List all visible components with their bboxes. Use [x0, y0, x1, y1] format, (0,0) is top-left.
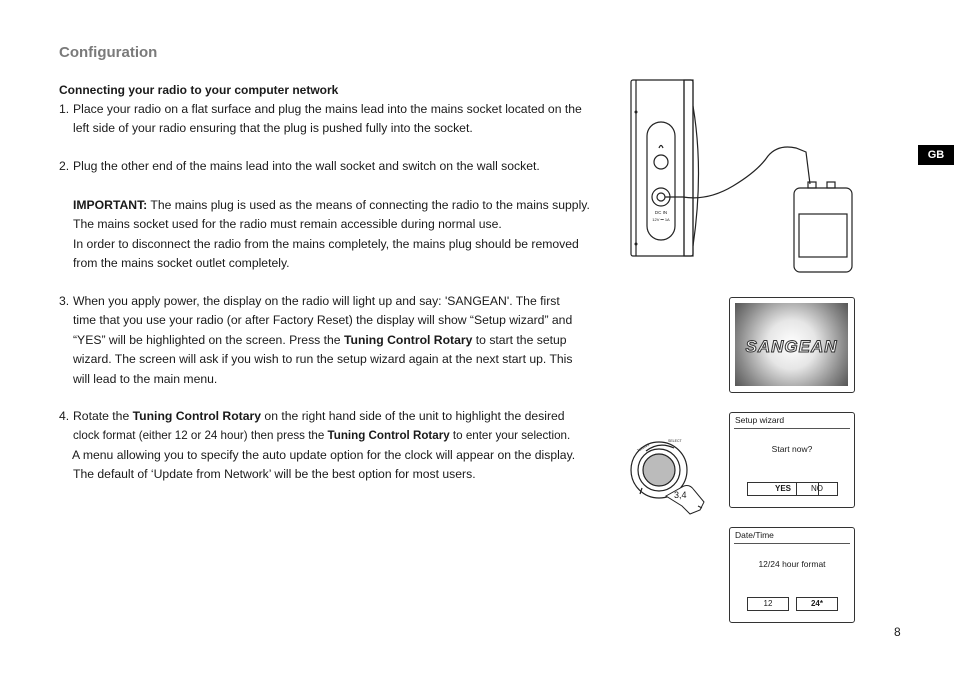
panel-message: 12/24 hour format [758, 559, 826, 569]
step-text-line: left side of your radio ensuring that the plug is pushed fully into the socket. [73, 121, 473, 136]
hour24-option[interactable]: 24* [796, 597, 838, 611]
language-tab: GB [918, 145, 954, 165]
sangean-logo: SANGEAN [745, 337, 838, 356]
step-text-line: In order to disconnect the radio from the mains completely, the mains plug should be removed [73, 236, 579, 251]
rotary-label-select: SELECT [668, 439, 682, 443]
important-label: IMPORTANT: [73, 197, 148, 212]
subheading: Connecting your radio to your computer network [59, 83, 339, 97]
socket-spec: 12V ⎓ 1A [652, 217, 670, 222]
step-1 [59, 100, 619, 139]
datetime-panel [729, 527, 855, 623]
hour12-option[interactable]: 12 [747, 597, 789, 611]
step-text-line: clock format (either 12 or 24 hour) then press the Tuning Control Rotary to enter your selection. [73, 429, 571, 443]
panel-title: Setup wizard [735, 415, 785, 425]
yes-option[interactable]: YES [747, 482, 819, 496]
step-number: 3. [59, 294, 70, 308]
step-text-line: wizard. The screen will ask if you wish to run the setup wizard again at the next start up. This [73, 352, 573, 367]
step-4 [59, 407, 619, 485]
step-number: 2. [59, 159, 70, 173]
no-option[interactable]: NO [796, 482, 838, 496]
panel-divider [734, 543, 850, 544]
socket-label: DC IN [654, 210, 668, 215]
step-number: 4. [59, 409, 70, 423]
splash-screen [735, 303, 848, 386]
section-heading: Configuration [59, 44, 158, 61]
step-text-line: Place your radio on a flat surface and plug the mains lead into the mains socket located on the [73, 102, 582, 116]
panel-title: Date/Time [735, 530, 774, 540]
setup-wizard-panel [729, 412, 855, 508]
splash-screen-panel [729, 297, 855, 393]
step-text-line: from the mains socket outlet completely. [73, 256, 290, 271]
step-text-line: A menu allowing you to specify the auto update option for the clock will appear on the display. [72, 447, 576, 462]
step-text-line: Plug the other end of the mains lead into the wall socket and switch on the wall socket. [73, 159, 540, 173]
step-2 [59, 157, 619, 273]
step-text-line: Rotate the Tuning Control Rotary on the right hand side of the unit to highlight the desired [73, 409, 565, 423]
step-text-line: will lead to the main menu. [73, 371, 218, 386]
rotary-callout: 3,4 [674, 490, 687, 500]
panel-divider [734, 428, 850, 429]
step-text-line: The mains socket used for the radio must remain accessible during normal use. [73, 217, 502, 232]
step-text-line: The default of ‘Update from Network’ will be the best option for most users. [73, 467, 476, 482]
step-text-line: When you apply power, the display on the radio will light up and say: 'SANGEAN'. The first [73, 294, 560, 308]
radio-mains-illustration [628, 76, 858, 276]
step-text-line: “YES” will be highlighted on the screen. Press the Tuning Control Rotary to start the setup [73, 332, 567, 347]
page-number: 8 [894, 625, 901, 639]
step-number: 1. [59, 102, 70, 116]
step-3 [59, 292, 619, 389]
step-text-line: time that you use your radio (or after Factory Reset) the display will show “Setup wizard” and [73, 313, 573, 328]
tuning-rotary-illustration [628, 436, 714, 518]
rotary-label-tuning: TUNING [636, 442, 651, 453]
panel-message: Start now? [771, 444, 813, 454]
important-note: IMPORTANT: The mains plug is used as the means of connecting the radio to the mains supply. [73, 197, 590, 212]
